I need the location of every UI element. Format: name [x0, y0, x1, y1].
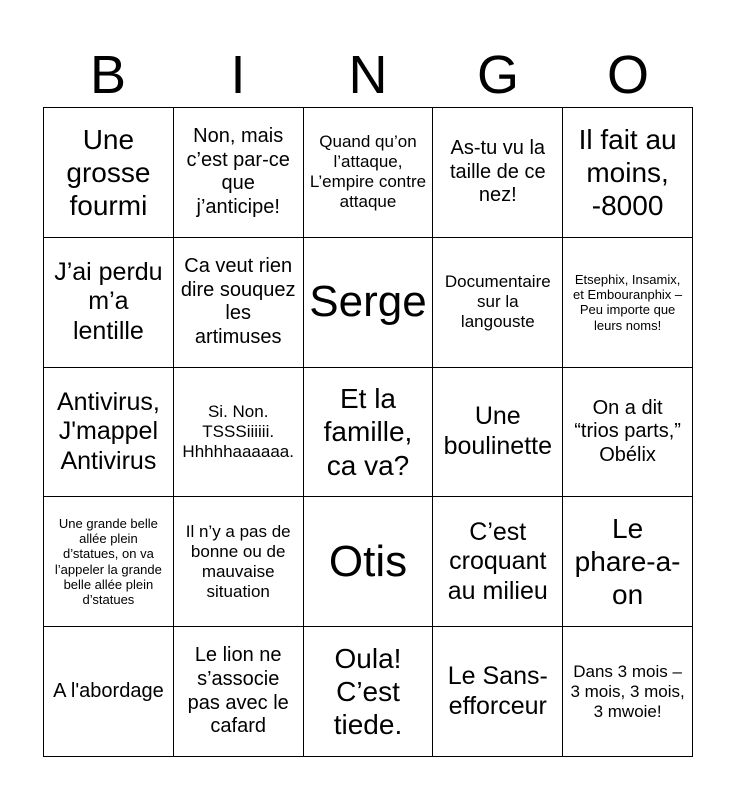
- bingo-cell[interactable]: Il n’y a pas de bonne ou de mauvaise situation: [174, 497, 304, 627]
- bingo-cell[interactable]: Et la famille, ca va?: [304, 368, 434, 498]
- bingo-cell[interactable]: J’ai perdu m’a lentille: [44, 238, 174, 368]
- title-letter-g: G: [476, 45, 519, 105]
- bingo-cell[interactable]: Une grande belle allée plein d’statues, on va l’appeler la grande belle allée plein d’statues: [44, 497, 174, 627]
- title-letter-o: O: [606, 45, 649, 105]
- bingo-cell[interactable]: Ca veut rien dire souquez les artimuses: [174, 238, 304, 368]
- bingo-cell[interactable]: Une boulinette: [433, 368, 563, 498]
- title-letter-b: B: [89, 45, 127, 105]
- bingo-cell[interactable]: Etsephix, Insamix, et Embouranphix – Peu importe que leurs noms!: [563, 238, 693, 368]
- bingo-cell[interactable]: Une grosse fourmi: [44, 108, 174, 238]
- bingo-cell[interactable]: Quand qu’on l’attaque, L’empire contre attaque: [304, 108, 434, 238]
- bingo-cell[interactable]: Le lion ne s’associe pas avec le cafard: [174, 627, 304, 757]
- bingo-cell[interactable]: Dans 3 mois – 3 mois, 3 mois, 3 mwoie!: [563, 627, 693, 757]
- bingo-cell[interactable]: Serge: [304, 238, 434, 368]
- bingo-title: [43, 40, 693, 110]
- bingo-cell[interactable]: On a dit “trios parts,” Obélix: [563, 368, 693, 498]
- bingo-cell[interactable]: A l'abordage: [44, 627, 174, 757]
- bingo-cell[interactable]: Documentaire sur la langouste: [433, 238, 563, 368]
- title-letter-i: I: [230, 45, 246, 105]
- bingo-cell[interactable]: Le phare-a-on: [563, 497, 693, 627]
- bingo-cell[interactable]: As-tu vu la taille de ce nez!: [433, 108, 563, 238]
- bingo-cell[interactable]: Le Sans-efforceur: [433, 627, 563, 757]
- bingo-cell[interactable]: Otis: [304, 497, 434, 627]
- bingo-cell[interactable]: Antivirus, J'mappel Antivirus: [44, 368, 174, 498]
- bingo-cell[interactable]: C’est croquant au milieu: [433, 497, 563, 627]
- title-letter-n: N: [348, 45, 388, 105]
- bingo-cell[interactable]: Non, mais c’est par-ce que j’anticipe!: [174, 108, 304, 238]
- bingo-cell[interactable]: Oula! C’est tiede.: [304, 627, 434, 757]
- bingo-cell[interactable]: Si. Non. TSSSiiiiii. Hhhhhaaaaaa.: [174, 368, 304, 498]
- bingo-board: [43, 107, 693, 757]
- bingo-cell[interactable]: Il fait au moins, -8000: [563, 108, 693, 238]
